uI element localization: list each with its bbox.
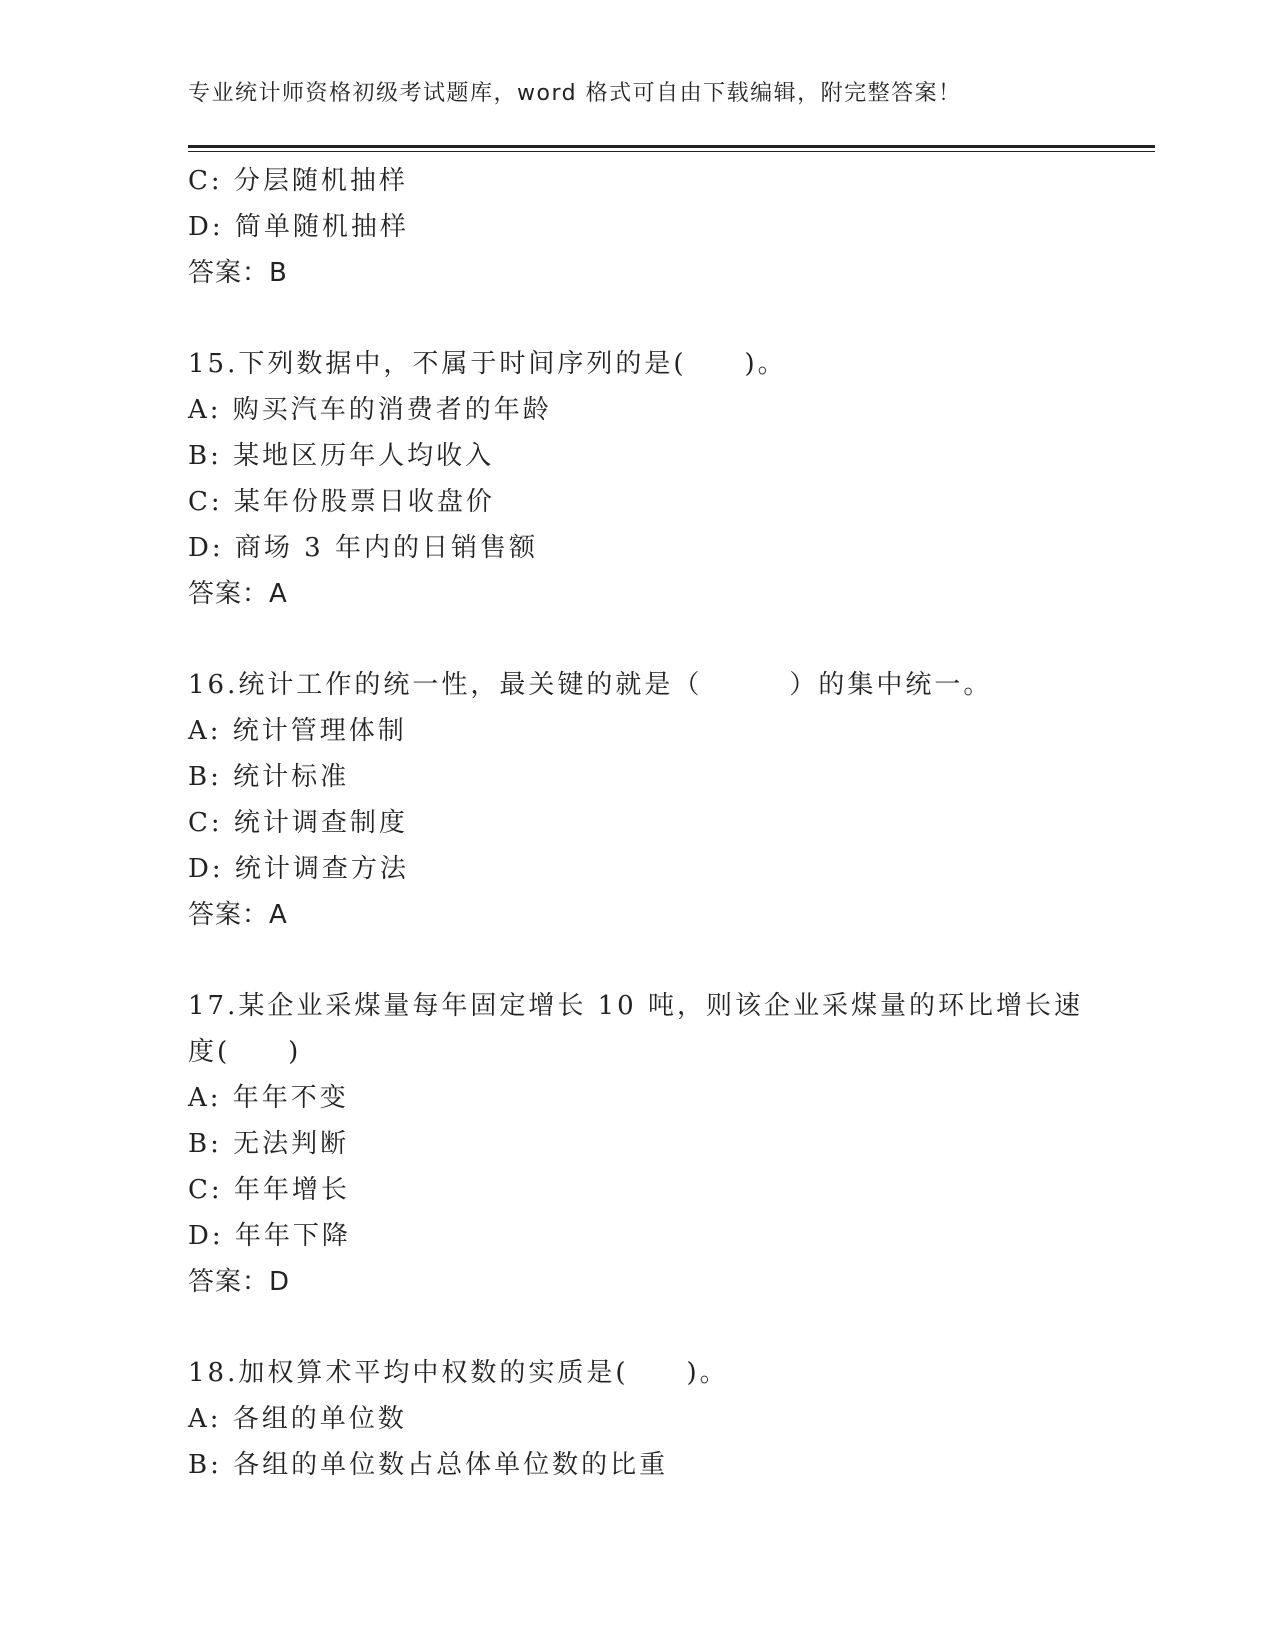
answer-line: 答案：D	[188, 1267, 291, 1297]
option-b: B: 统计标准	[188, 762, 350, 792]
question-list	[188, 158, 1088, 1488]
option-b: B: 各组的单位数占总体单位数的比重	[188, 1450, 669, 1480]
option-c: C: 分层随机抽样	[188, 166, 408, 196]
header-rule-thick	[188, 145, 1155, 148]
option-d: D: 年年下降	[188, 1221, 351, 1251]
option-a: A: 统计管理体制	[188, 716, 407, 746]
answer-line: 答案：B	[188, 258, 288, 288]
question-stem: 18.加权算术平均中权数的实质是( )。	[188, 1358, 729, 1388]
option-a: A: 年年不变	[188, 1083, 349, 1113]
option-d: D: 简单随机抽样	[188, 212, 409, 242]
option-a: A: 各组的单位数	[188, 1404, 407, 1434]
option-a: A: 购买汽车的消费者的年龄	[188, 395, 552, 425]
option-b: B: 无法判断	[188, 1129, 350, 1159]
option-b: B: 某地区历年人均收入	[188, 441, 495, 471]
spacer	[188, 938, 1088, 983]
question-stem: 15.下列数据中，不属于时间序列的是( )。	[188, 349, 787, 379]
option-c: C: 某年份股票日收盘价	[188, 487, 495, 517]
question-stem: 17.某企业采煤量每年固定增长 10 吨，则该企业采煤量的环比增长速	[188, 991, 1083, 1021]
option-c: C: 统计调查制度	[188, 808, 408, 838]
spacer	[188, 1305, 1088, 1350]
answer-line: 答案：A	[188, 900, 288, 930]
option-c: C: 年年增长	[188, 1175, 350, 1205]
spacer	[188, 296, 1088, 341]
question-stem: 16.统计工作的统一性，最关键的就是（ ）的集中统一。	[188, 670, 993, 700]
option-d: D: 统计调查方法	[188, 854, 409, 884]
spacer	[188, 617, 1088, 662]
header-rule-thin	[188, 151, 1155, 152]
question-stem-continued: 度( )	[188, 1037, 302, 1067]
page-header: 专业统计师资格初级考试题库，word 格式可自由下载编辑，附完整答案！	[188, 81, 962, 106]
answer-line: 答案：A	[188, 579, 288, 609]
option-d: D: 商场 3 年内的日销售额	[188, 533, 538, 563]
